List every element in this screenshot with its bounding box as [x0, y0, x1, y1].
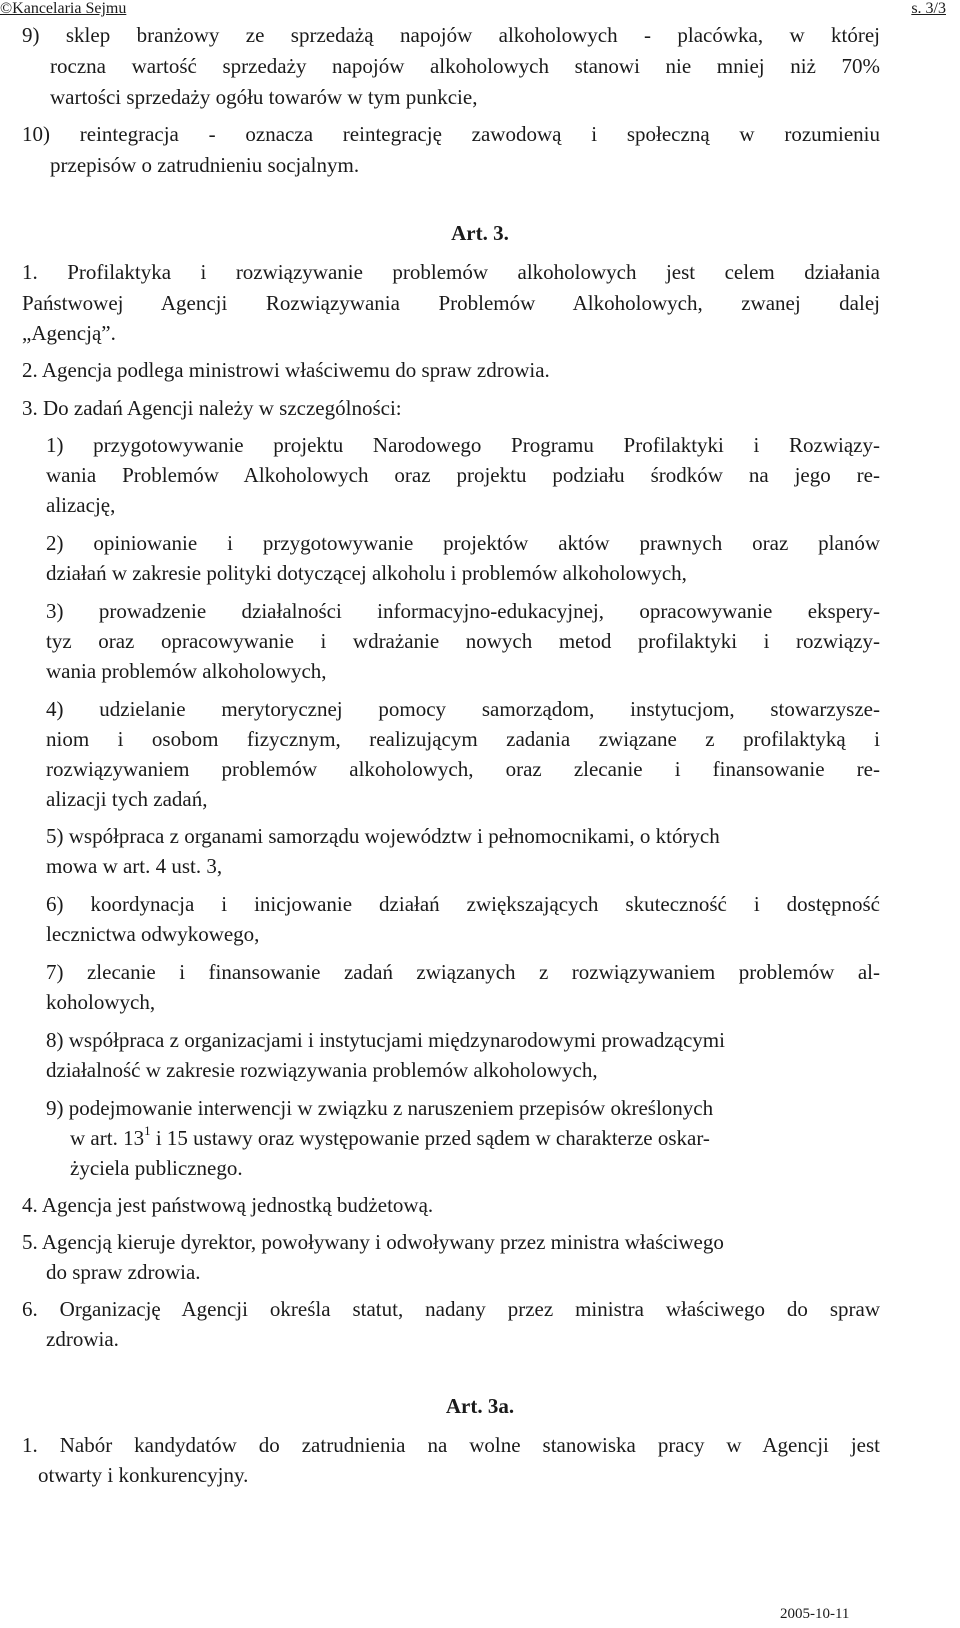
item-9-line-2: roczna wartość sprzedaży napojów alkoholowych stanowi nie mniej niż 70% — [50, 54, 880, 78]
header-source: ©Kancelaria Sejmu — [0, 0, 127, 17]
task-8-line-1: 8) współpraca z organizacjami i instytucjami międzynarodowymi prowadzącymi — [46, 1028, 725, 1052]
item-9-line-3: wartości sprzedaży ogółu towarów w tym punkcie, — [50, 85, 478, 109]
task-4-line-4: alizacji tych zadań, — [46, 787, 208, 811]
task-9-line-3: życiela publicznego. — [70, 1156, 243, 1180]
art3-p5-line-1: 5. Agencją kieruje dyrektor, powoływany i odwoływany przez ministra właściwego — [22, 1230, 724, 1254]
task-1-line-3: alizację, — [46, 493, 116, 517]
task-9-line-2-start: w art. 13 — [70, 1126, 145, 1150]
item-9-line-1: 9) sklep branżowy ze sprzedażą napojów alkoholowych - placówka, w której — [22, 23, 880, 47]
task-4-line-3: rozwiązywaniem problemów alkoholowych, oraz zlecanie i finansowanie re- — [46, 757, 880, 781]
item-10-line-1: 10) reintegracja - oznacza reintegrację zawodową i społeczną w rozumieniu — [22, 122, 880, 146]
art3-p5-line-2: do spraw zdrowia. — [46, 1260, 201, 1284]
art3-p1-line-1: 1. Profilaktyka i rozwiązywanie problemów alkoholowych jest celem działania — [22, 260, 880, 284]
article-3a-title: Art. 3a. — [445, 1394, 515, 1418]
art3-p1-line-2: Państwowej Agencji Rozwiązywania Problemów Alkoholowych, zwanej dalej — [22, 291, 880, 315]
task-6-line-2: lecznictwa odwykowego, — [46, 922, 260, 946]
task-9-line-1: 9) podejmowanie interwencji w związku z naruszeniem przepisów określonych — [46, 1096, 714, 1120]
task-3-line-2: tyz oraz opracowywanie i wdrażanie nowych metod profilaktyki i rozwiązy- — [46, 629, 880, 653]
art3-p3: 3. Do zadań Agencji należy w szczególności: — [22, 396, 402, 420]
art3-p6-line-1: 6. Organizację Agencji określa statut, nadany przez ministra właściwego do spraw — [22, 1297, 880, 1321]
art3a-p1-line-1: 1. Nabór kandydatów do zatrudnienia na wolne stanowiska pracy w Agencji jest — [22, 1433, 880, 1457]
art3-p4: 4. Agencja jest państwową jednostką budżetową. — [22, 1193, 434, 1217]
task-3-line-1: 3) prowadzenie działalności informacyjno-edukacyjnej, opracowywanie ekspery- — [46, 599, 880, 623]
header-page-number: s. 3/3 — [911, 0, 946, 17]
art3-p6-line-2: zdrowia. — [46, 1327, 119, 1351]
task-4-line-1: 4) udzielanie merytorycznej pomocy samorządom, instytucjom, stowarzysze- — [46, 697, 880, 721]
task-2-line-1: 2) opiniowanie i przygotowywanie projektów aktów prawnych oraz planów — [46, 531, 880, 555]
task-5-line-1: 5) współpraca z organami samorządu województw i pełnomocnikami, o których — [46, 824, 720, 848]
art3-p1-line-3: „Agencją”. — [22, 321, 116, 345]
art3a-p1-line-2: otwarty i konkurencyjny. — [38, 1463, 249, 1487]
task-1-line-1: 1) przygotowywanie projektu Narodowego Programu Profilaktyki i Rozwiązy- — [46, 433, 880, 457]
task-7-line-1: 7) zlecanie i finansowanie zadań związanych z rozwiązywaniem problemów al- — [46, 960, 880, 984]
art3-p2: 2. Agencja podlega ministrowi właściwemu do spraw zdrowia. — [22, 358, 550, 382]
task-2-line-2: działań w zakresie polityki dotyczącej alkoholu i problemów alkoholowych, — [46, 561, 687, 585]
task-1-line-2: wania Problemów Alkoholowych oraz projektu podziału środków na jego re- — [46, 463, 880, 487]
task-8-line-2: działalność w zakresie rozwiązywania problemów alkoholowych, — [46, 1058, 598, 1082]
task-9-line-2 — [70, 1125, 710, 1151]
task-9-line-2-end: i 15 ustawy oraz występowanie przed sądem w charakterze oskar- — [150, 1126, 710, 1150]
task-3-line-3: wania problemów alkoholowych, — [46, 659, 327, 683]
task-5-line-2: mowa w art. 4 ust. 3, — [46, 854, 223, 878]
footer-date: 2005-10-11 — [780, 1606, 850, 1622]
task-4-line-2: niom i osobom fizycznym, realizującym zadania związane z profilaktyką i — [46, 727, 880, 751]
task-7-line-2: koholowych, — [46, 990, 156, 1014]
item-10-line-2: przepisów o zatrudnieniu socjalnym. — [50, 153, 360, 177]
article-3-title: Art. 3. — [451, 221, 509, 245]
superscript-1: 1 — [144, 1123, 151, 1138]
task-6-line-1: 6) koordynacja i inicjowanie działań zwiększających skuteczność i dostępność — [46, 892, 880, 916]
